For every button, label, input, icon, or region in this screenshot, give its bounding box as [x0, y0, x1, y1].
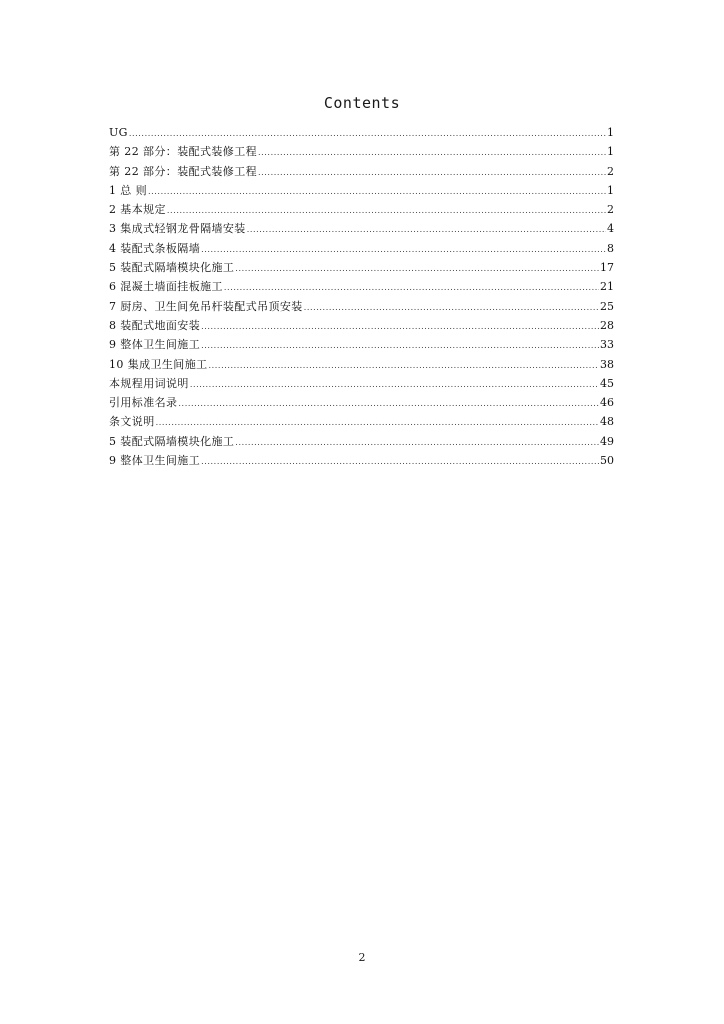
- toc-entry[interactable]: [109, 123, 614, 142]
- toc-entry[interactable]: [109, 297, 614, 316]
- toc-entry-label: 第 22 部分：装配式装修工程: [109, 164, 257, 178]
- dot-leader: [129, 124, 606, 142]
- toc-entry-page: 38: [600, 357, 614, 371]
- toc-entry-label: 第 22 部分：装配式装修工程: [109, 145, 257, 159]
- toc-entry-page: 33: [600, 338, 614, 352]
- toc-entry-label: 1 总 则: [109, 183, 147, 197]
- toc-entry-page: 45: [600, 376, 614, 390]
- toc-entry[interactable]: [109, 219, 614, 238]
- toc-entry-label: 5 装配式隔墙模块化施工: [109, 261, 235, 275]
- toc-entry-page: 4: [607, 222, 614, 236]
- toc-entry-page: 50: [600, 454, 614, 468]
- dot-leader: [209, 356, 600, 374]
- toc-entry-label: 9 整体卫生间施工: [109, 454, 201, 468]
- toc-entry-label: 条文说明: [109, 415, 155, 429]
- toc-entry-page: 1: [607, 145, 614, 159]
- page-number: 2: [358, 951, 366, 964]
- dot-leader: [201, 336, 599, 354]
- toc-entry[interactable]: [109, 451, 614, 470]
- toc-entry-page: 21: [600, 280, 614, 294]
- toc-entry-page: 1: [607, 126, 614, 139]
- toc-entry[interactable]: [109, 316, 614, 335]
- toc-entry-page: 2: [607, 203, 614, 217]
- toc-entry-label: 本规程用词说明: [109, 376, 189, 390]
- dot-leader: [247, 220, 606, 238]
- dot-leader: [201, 240, 606, 258]
- toc-entry[interactable]: [109, 335, 614, 354]
- dot-leader: [190, 375, 599, 393]
- dot-leader: [258, 163, 606, 181]
- toc-title: Contents: [323, 94, 401, 112]
- dot-leader: [224, 278, 599, 296]
- toc-entry[interactable]: [109, 200, 614, 219]
- toc-entry-page: 25: [600, 299, 614, 313]
- toc-list: [109, 123, 614, 470]
- dot-leader: [258, 143, 606, 161]
- toc-entry[interactable]: [109, 412, 614, 431]
- dot-leader: [235, 259, 599, 277]
- toc-entry-page: 1: [607, 183, 614, 197]
- toc-entry[interactable]: [109, 162, 614, 181]
- toc-entry[interactable]: [109, 277, 614, 296]
- toc-entry[interactable]: [109, 239, 614, 258]
- toc-entry[interactable]: [109, 355, 614, 374]
- toc-entry-label: 10 集成卫生间施工: [109, 357, 208, 371]
- toc-entry[interactable]: [109, 393, 614, 412]
- toc-entry-page: 28: [600, 318, 614, 332]
- dot-leader: [235, 433, 599, 451]
- toc-entry-label: 2 基本规定: [109, 203, 166, 217]
- toc-entry-label: 5 装配式隔墙模块化施工: [109, 434, 235, 448]
- dot-leader: [148, 182, 606, 200]
- toc-entry-page: 49: [600, 434, 614, 448]
- dot-leader: [167, 201, 606, 219]
- dot-leader: [304, 298, 599, 316]
- toc-entry-label: 3 集成式轻钢龙骨隔墙安装: [109, 222, 246, 236]
- toc-entry[interactable]: [109, 142, 614, 161]
- toc-entry[interactable]: [109, 432, 614, 451]
- toc-entry-label: 4 装配式条板隔墙: [109, 241, 201, 255]
- toc-entry-label: 9 整体卫生间施工: [109, 338, 201, 352]
- dot-leader: [201, 317, 599, 335]
- toc-entry-label: 引用标准名录: [109, 396, 178, 410]
- toc-entry-page: 17: [600, 261, 614, 275]
- toc-entry-page: 8: [607, 241, 614, 255]
- toc-entry[interactable]: [109, 258, 614, 277]
- dot-leader: [156, 413, 599, 431]
- toc-entry-page: 48: [600, 415, 614, 429]
- toc-entry[interactable]: [109, 374, 614, 393]
- toc-entry-label: 6 混凝土墙面挂板施工: [109, 280, 223, 294]
- toc-entry-label: 8 装配式地面安装: [109, 318, 201, 332]
- toc-entry-label: 7 厨房、卫生间免吊杆装配式吊顶安装: [109, 299, 303, 313]
- dot-leader: [178, 394, 599, 412]
- toc-entry-label: UG: [109, 126, 128, 139]
- toc-entry-page: 46: [600, 396, 614, 410]
- toc-entry[interactable]: [109, 181, 614, 200]
- toc-entry-page: 2: [607, 164, 614, 178]
- dot-leader: [201, 452, 599, 470]
